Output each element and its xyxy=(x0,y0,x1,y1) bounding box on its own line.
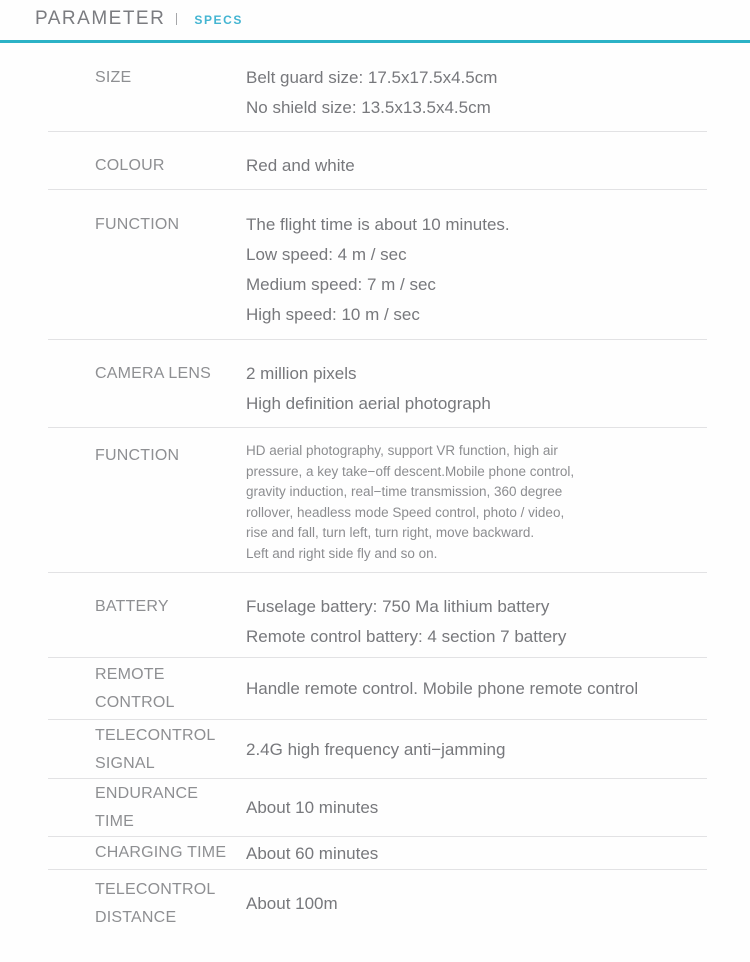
spec-value xyxy=(246,889,707,919)
spec-value xyxy=(246,592,707,652)
spec-value-line: Belt guard size: 17.5x17.5x4.5cm xyxy=(246,68,498,87)
spec-label: CAMERA LENS xyxy=(95,365,212,382)
spec-label: REMOTE CONTROL xyxy=(95,666,175,711)
spec-value xyxy=(246,151,707,181)
spec-value-line: rise and fall, turn left, turn right, move backward. xyxy=(246,525,535,540)
spec-row xyxy=(48,870,707,938)
spec-label: CHARGING TIME xyxy=(95,844,227,861)
spec-value-line: The flight time is about 10 minutes. xyxy=(246,215,510,234)
spec-label: TELECONTROL SIGNAL xyxy=(95,727,215,772)
spec-row xyxy=(48,132,707,190)
spec-label: COLOUR xyxy=(95,157,165,174)
spec-value xyxy=(246,735,707,765)
spec-value-line: Medium speed: 7 m / sec xyxy=(246,275,436,294)
spec-value xyxy=(246,441,707,564)
spec-label: FUNCTION xyxy=(95,447,180,464)
header xyxy=(0,0,750,40)
spec-value xyxy=(246,359,707,419)
spec-value-line: High definition aerial photograph xyxy=(246,394,491,413)
spec-value-line: 2.4G high frequency anti−jamming xyxy=(246,740,506,759)
spec-value xyxy=(246,674,707,704)
spec-row xyxy=(48,837,707,870)
spec-label: TELECONTROL DISTANCE xyxy=(95,881,215,926)
spec-row xyxy=(48,428,707,573)
spec-value-line: About 100m xyxy=(246,894,338,913)
spec-value-line: pressure, a key take−off descent.Mobile phone control, xyxy=(246,463,575,479)
spec-value-line: About 10 minutes xyxy=(246,798,379,817)
spec-label: SIZE xyxy=(95,69,132,86)
spec-row xyxy=(48,43,707,132)
spec-value-line: High speed: 10 m / sec xyxy=(246,305,420,324)
spec-value xyxy=(246,63,707,123)
spec-table xyxy=(48,43,707,938)
spec-value-line: Left and right side fly and so on. xyxy=(246,545,438,561)
spec-value xyxy=(246,839,707,869)
page-title: PARAMETER xyxy=(35,8,166,29)
spec-row xyxy=(48,779,707,837)
spec-value-line: HD aerial photography, support VR function, high air xyxy=(246,443,558,458)
spec-value-line: 2 million pixels xyxy=(246,364,357,383)
spec-value-line: gravity induction, real−time transmission, 360 degree xyxy=(246,484,563,499)
spec-value-line: Low speed: 4 m / sec xyxy=(246,245,407,264)
spec-row xyxy=(48,190,707,340)
spec-row xyxy=(48,573,707,658)
spec-value-line: Red and white xyxy=(246,156,355,175)
spec-row xyxy=(48,340,707,428)
spec-value-line: No shield size: 13.5x13.5x4.5cm xyxy=(246,98,491,117)
spec-label: FUNCTION xyxy=(95,216,180,233)
spec-value-line: Remote control battery: 4 section 7 battery xyxy=(246,627,567,646)
spec-label: ENDURANCE TIME xyxy=(95,785,199,830)
spec-value-line: rollover, headless mode Speed control, photo / video, xyxy=(246,504,565,520)
header-subtitle: SPECS xyxy=(194,13,244,27)
spec-label: BATTERY xyxy=(95,598,169,615)
spec-row xyxy=(48,658,707,720)
spec-value-line: About 60 minutes xyxy=(246,844,379,863)
spec-value-line: Fuselage battery: 750 Ma lithium battery xyxy=(246,597,550,616)
spec-value-line: Handle remote control. Mobile phone remote control xyxy=(246,679,639,698)
header-divider xyxy=(176,13,177,25)
spec-row xyxy=(48,720,707,779)
spec-value xyxy=(246,793,707,823)
spec-value xyxy=(246,210,707,330)
